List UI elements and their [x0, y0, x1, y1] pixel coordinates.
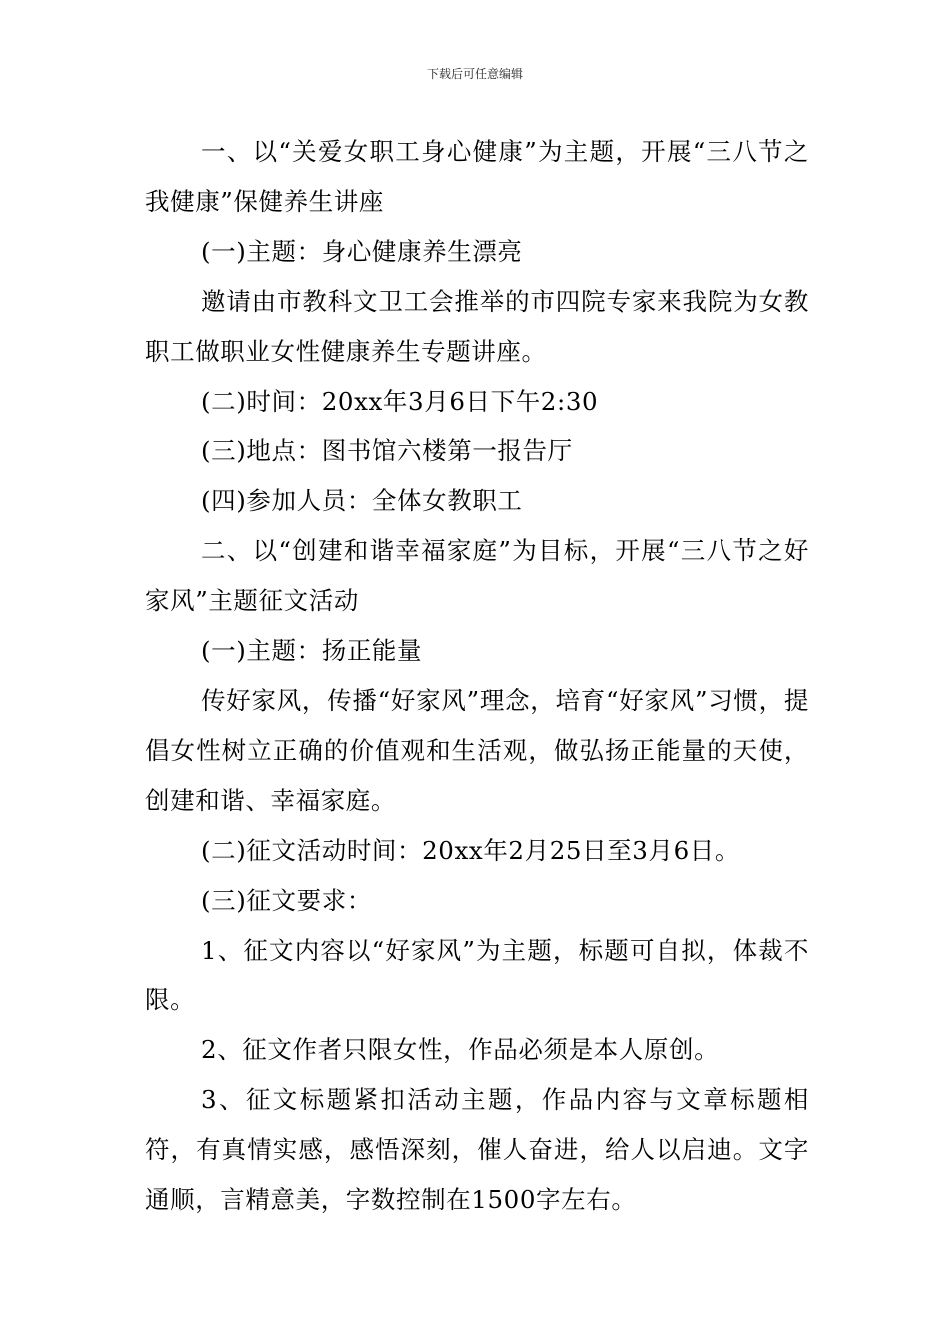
- sub-item-location: (三)地点：图书馆六楼第一报告厅: [201, 436, 573, 466]
- page-header: 下载后可任意编辑: [426, 67, 523, 81]
- document-body: [145, 127, 809, 1225]
- sub-item-requirements: (三)征文要求：: [201, 885, 372, 915]
- sub-item-participants: (四)参加人员：全体女教职工: [201, 486, 523, 516]
- requirement-item: 3、征文标题紧扣活动主题，作品内容与文章标题相符，有真情实感，感悟深刻，催人奋进，给人以启迪。文字通顺，言精意美，字数控制在1500字左右。: [145, 1085, 809, 1215]
- sub-item-theme: (一)主题：身心健康养生漂亮: [201, 236, 523, 266]
- requirement-item: 1、征文内容以“好家风”为主题，标题可自拟，体裁不限。: [145, 935, 809, 1015]
- requirement-item: 2、征文作者只限女性，作品必须是本人原创。: [201, 1035, 720, 1065]
- sub-item-time: (二)征文活动时间：20xx年2月25日至3月6日。: [201, 835, 740, 865]
- sub-item-theme: (一)主题：扬正能量: [201, 636, 423, 666]
- section-heading-2: 二、以“创建和谐幸福家庭”为目标，开展“三八节之好家风”主题征文活动: [145, 536, 809, 616]
- section-heading-1: 一、以“关爱女职工身心健康”为主题，开展“三八节之我健康”保健养生讲座: [145, 137, 809, 216]
- body-paragraph: 传好家风，传播“好家风”理念，培育“好家风”习惯，提倡女性树立正确的价值观和生活观，做弘扬正能量的天使，创建和谐、幸福家庭。: [145, 685, 809, 815]
- body-paragraph: 邀请由市教科文卫工会推举的市四院专家来我院为女教职工做职业女性健康养生专题讲座。: [145, 286, 809, 366]
- sub-item-time: (二)时间：20xx年3月6日下午2:30: [201, 386, 599, 416]
